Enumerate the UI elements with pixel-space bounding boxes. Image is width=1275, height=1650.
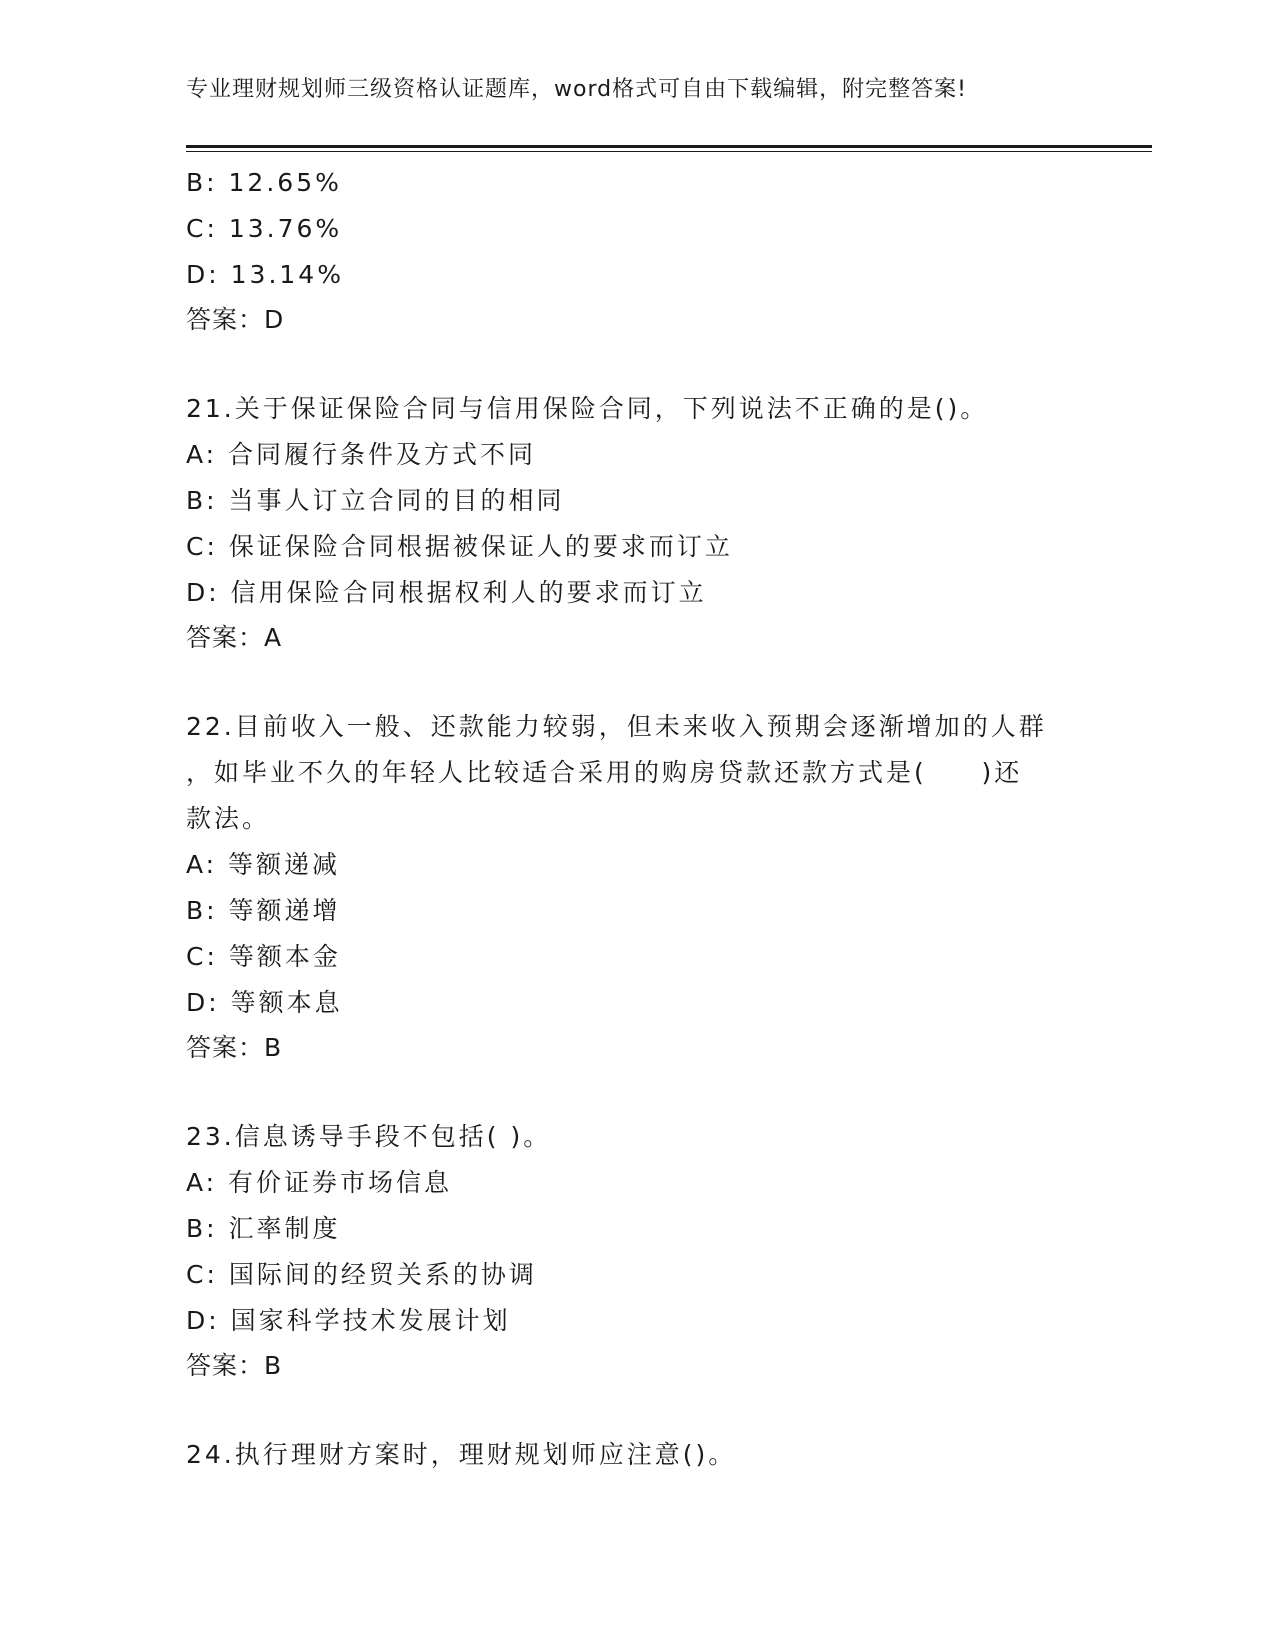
question-24	[186, 1432, 1086, 1478]
answer-line: 答案：B	[186, 1351, 283, 1380]
answer-line: 答案：A	[186, 623, 283, 652]
option-line: B: 12.65%	[186, 168, 342, 197]
answer-line: 答案：D	[186, 305, 285, 334]
question-23	[186, 1114, 1086, 1388]
question-21	[186, 386, 1086, 660]
option-line: C: 保证保险合同根据被保证人的要求而订立	[186, 532, 733, 561]
option-line: D: 13.14%	[186, 260, 344, 289]
option-line: C: 国际间的经贸关系的协调	[186, 1260, 537, 1289]
header-rule-thin	[186, 151, 1152, 152]
question-stem: 23.信息诱导手段不包括( )。	[186, 1122, 552, 1151]
option-line: A: 有价证券市场信息	[186, 1168, 453, 1197]
option-line: C: 等额本金	[186, 942, 341, 971]
question-stem: ，如毕业不久的年轻人比较适合采用的购房贷款还款方式是( )还	[186, 758, 1023, 787]
option-line: B: 汇率制度	[186, 1214, 341, 1243]
question-stem: 款法。	[186, 804, 271, 833]
question-stem: 24.执行理财方案时，理财规划师应注意()。	[186, 1440, 737, 1469]
option-line: D: 国家科学技术发展计划	[186, 1306, 511, 1335]
option-line: C: 13.76%	[186, 214, 343, 243]
page-header: 专业理财规划师三级资格认证题库，word格式可自由下载编辑，附完整答案!	[186, 77, 967, 102]
question-22	[186, 704, 1086, 1070]
option-line: A: 合同履行条件及方式不同	[186, 440, 537, 469]
header-rule-thick	[186, 145, 1152, 148]
question-content	[186, 160, 1086, 1478]
question-stem: 22.目前收入一般、还款能力较弱，但未来收入预期会逐渐增加的人群	[186, 712, 1047, 741]
option-line: D: 等额本息	[186, 988, 343, 1017]
option-line: A: 等额递减	[186, 850, 341, 879]
option-line: B: 等额递增	[186, 896, 341, 925]
question-stem: 21.关于保证保险合同与信用保险合同，下列说法不正确的是()。	[186, 394, 989, 423]
option-line: B: 当事人订立合同的目的相同	[186, 486, 565, 515]
answer-line: 答案：B	[186, 1033, 283, 1062]
prev-question-block	[186, 160, 1086, 342]
option-line: D: 信用保险合同根据权利人的要求而订立	[186, 578, 707, 607]
